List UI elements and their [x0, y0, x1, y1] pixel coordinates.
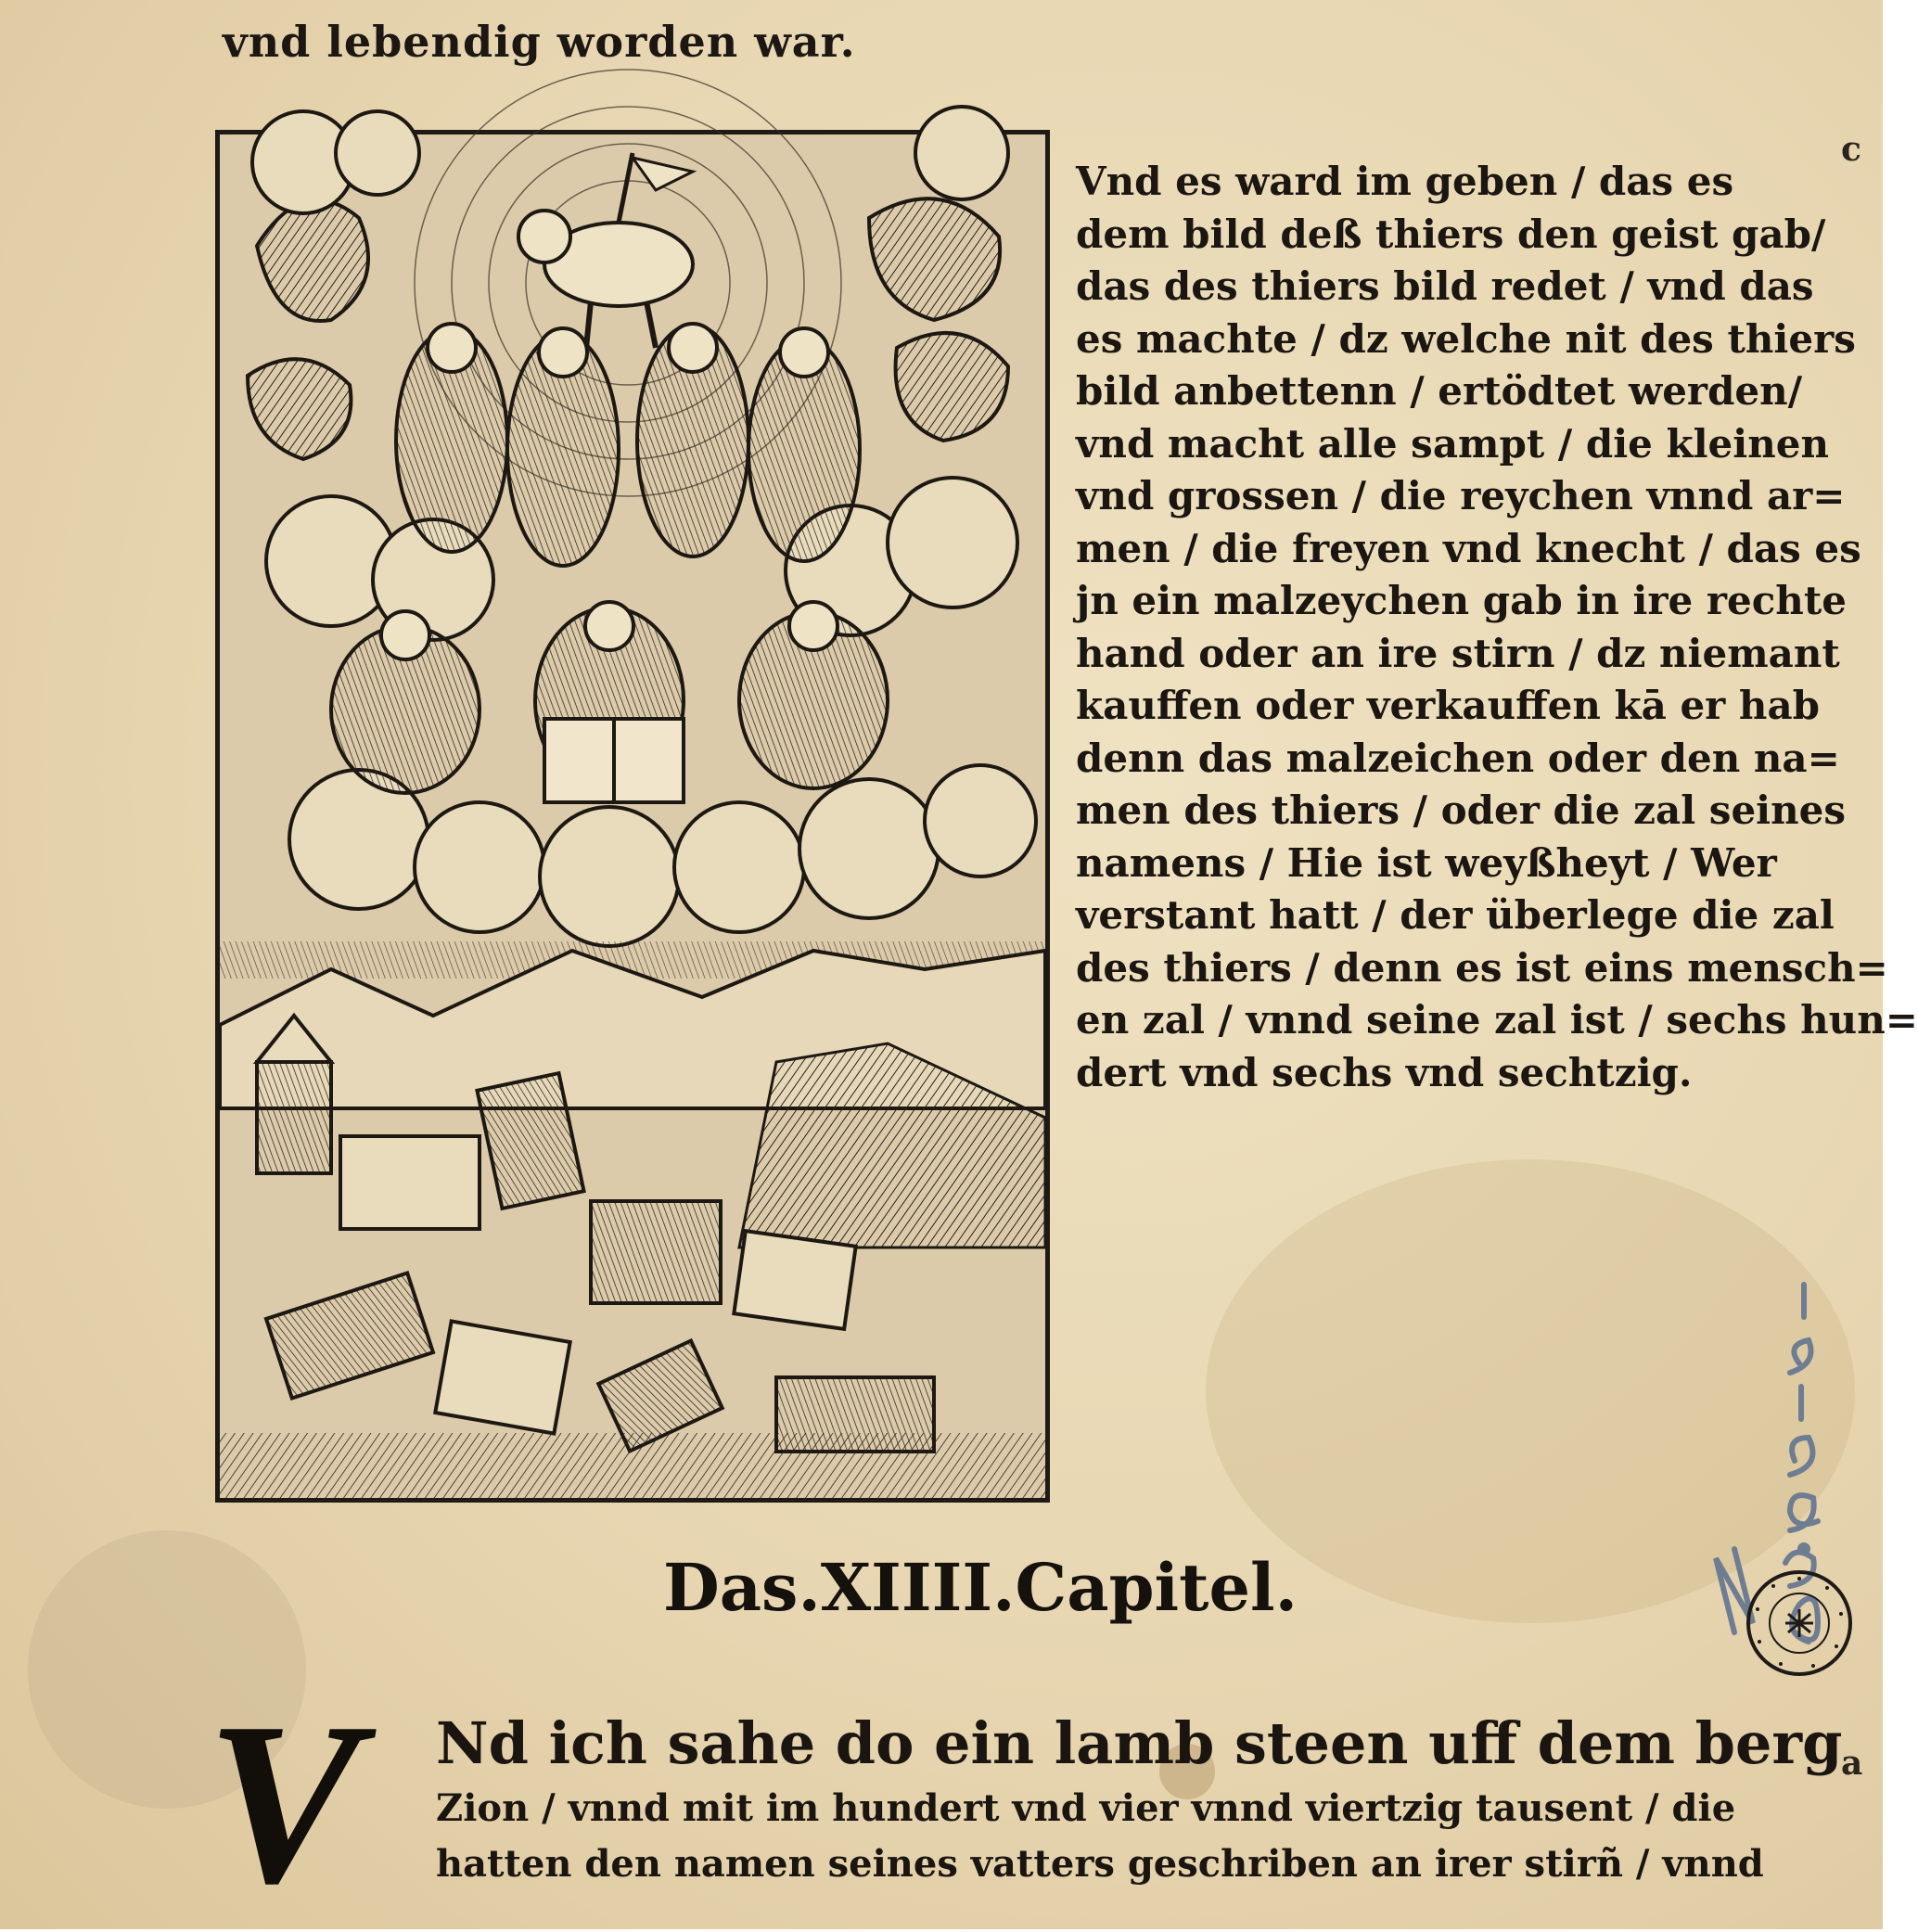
verse-line: men / die freyen vnd knecht / das es [1076, 525, 1861, 571]
verse-line: jn ein malzeychen gab in ire rechte [1076, 578, 1847, 623]
margin-letter: a [1841, 1744, 1863, 1783]
verse-line: kauffen oder verkauffen kā er hab [1076, 683, 1821, 728]
chapter-heading: Das.XIIII.Capitel. [663, 1549, 1298, 1626]
drop-cap: V [206, 1675, 361, 1932]
verse-line: denn das malzeichen oder den na= [1076, 735, 1840, 781]
verse-line: vnd macht alle sampt / die kleinen [1076, 420, 1830, 467]
verse-line: dert vnd sechs vnd sechtzig. [1076, 1049, 1693, 1095]
verse-line: men des thiers / oder die zal seines [1076, 787, 1847, 833]
verse-line: das des thiers bild redet / vnd das [1076, 263, 1814, 309]
verse-line: bild anbettenn / ertödtet werden/ [1076, 368, 1803, 414]
margin-letter: c [1841, 130, 1861, 169]
verse-line: Vnd es ward im geben / das es [1076, 159, 1734, 204]
verse-line: namens / Hie ist weyßheyt / Wer [1076, 839, 1777, 886]
verse-line: des thiers / denn es ist eins mensch= [1076, 944, 1888, 991]
verse-line: hand oder an ire stirn / dz niemant [1076, 630, 1840, 676]
stamp-picture [1744, 1567, 1855, 1679]
woodcut-illustration [215, 130, 1050, 1503]
verse-line: verstant hatt / der überlege die zal [1076, 892, 1835, 938]
carry-over-line: vnd lebendig worden war. [223, 17, 856, 67]
verse-line: en zal / vnnd seine zal ist / sechs hun= [1076, 997, 1918, 1043]
museum-stamp [1744, 1567, 1855, 1679]
chapter-line: hatten den namen seines vatters geschriben an irer stirñ / vnnd [436, 1842, 1764, 1886]
verse-line: es machte / dz welche nit des thiers [1076, 315, 1856, 362]
chapter-text [436, 1707, 1843, 1892]
verse-text-block [1076, 156, 1918, 1099]
verse-line: dem bild deß thiers den geist gab/ [1076, 211, 1826, 257]
chapter-line: Zion / vnnd mit im hundert vnd vier vnnd viertzig tausent / die [436, 1786, 1736, 1830]
woodcut-picture [220, 134, 1045, 1498]
verse-line: vnd grossen / die reychen vnnd ar= [1076, 473, 1846, 518]
chapter-first-line: Nd ich sahe do ein lamb steen uff dem berg [436, 1709, 1843, 1777]
